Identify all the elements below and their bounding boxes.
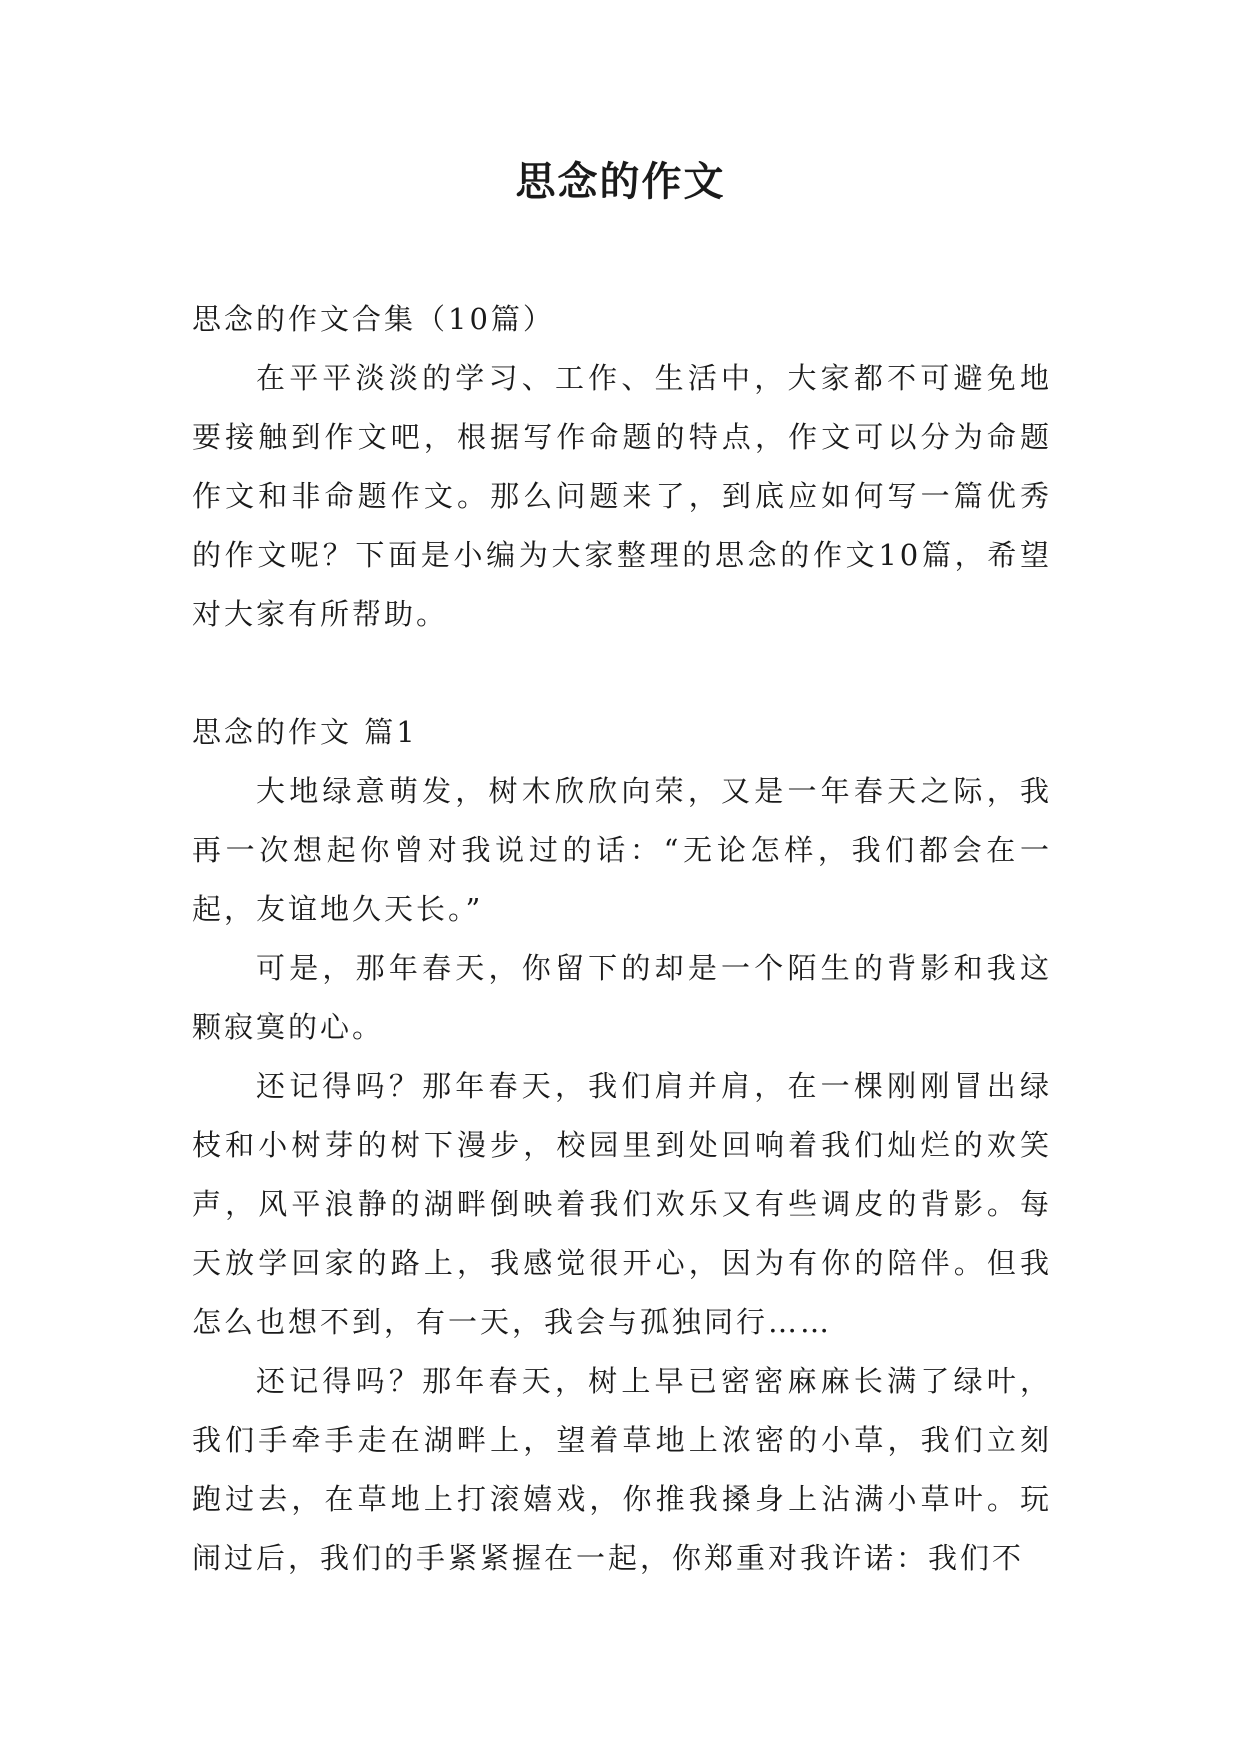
document-body [192, 290, 1052, 1588]
intro-paragraph: 在平平淡淡的学习、工作、生活中，大家都不可避免地要接触到作文吧，根据写作命题的特点，作文可以分为命题作文和非命题作文。那么问题来了，到底应如何写一篇优秀的作文呢？下面是小编为大家整理的思念的作文10篇，希望对大家有所帮助。 [192, 361, 1052, 631]
document-title: 思念的作文 [515, 159, 726, 205]
section-heading: 思念的作文 篇1 [192, 715, 418, 749]
body-paragraph: 大地绿意萌发，树木欣欣向荣，又是一年春天之际，我再一次想起你曾对我说过的话：“无论怎样，我们都会在一起，友谊地久天长。” [192, 774, 1052, 926]
body-paragraph: 还记得吗？那年春天，我们肩并肩，在一棵刚刚冒出绿枝和小树芽的树下漫步，校园里到处回响着我们灿烂的欢笑声，风平浪静的湖畔倒映着我们欢乐又有些调皮的背影。每天放学回家的路上，我感觉很开心，因为有你的陪伴。但我怎么也想不到，有一天，我会与孤独同行…… [192, 1069, 1052, 1339]
collection-heading: 思念的作文合集（10篇） [192, 302, 555, 336]
section-spacer [192, 644, 1052, 703]
body-paragraph: 可是，那年春天，你留下的却是一个陌生的背影和我这颗寂寞的心。 [192, 951, 1052, 1044]
body-paragraph: 还记得吗？那年春天，树上早已密密麻麻长满了绿叶，我们手牵手走在湖畔上，望着草地上浓密的小草，我们立刻跑过去，在草地上打滚嬉戏，你推我搡身上沾满小草叶。玩闹过后，我们的手紧紧握在一起，你郑重对我许诺：我们不 [192, 1364, 1052, 1575]
